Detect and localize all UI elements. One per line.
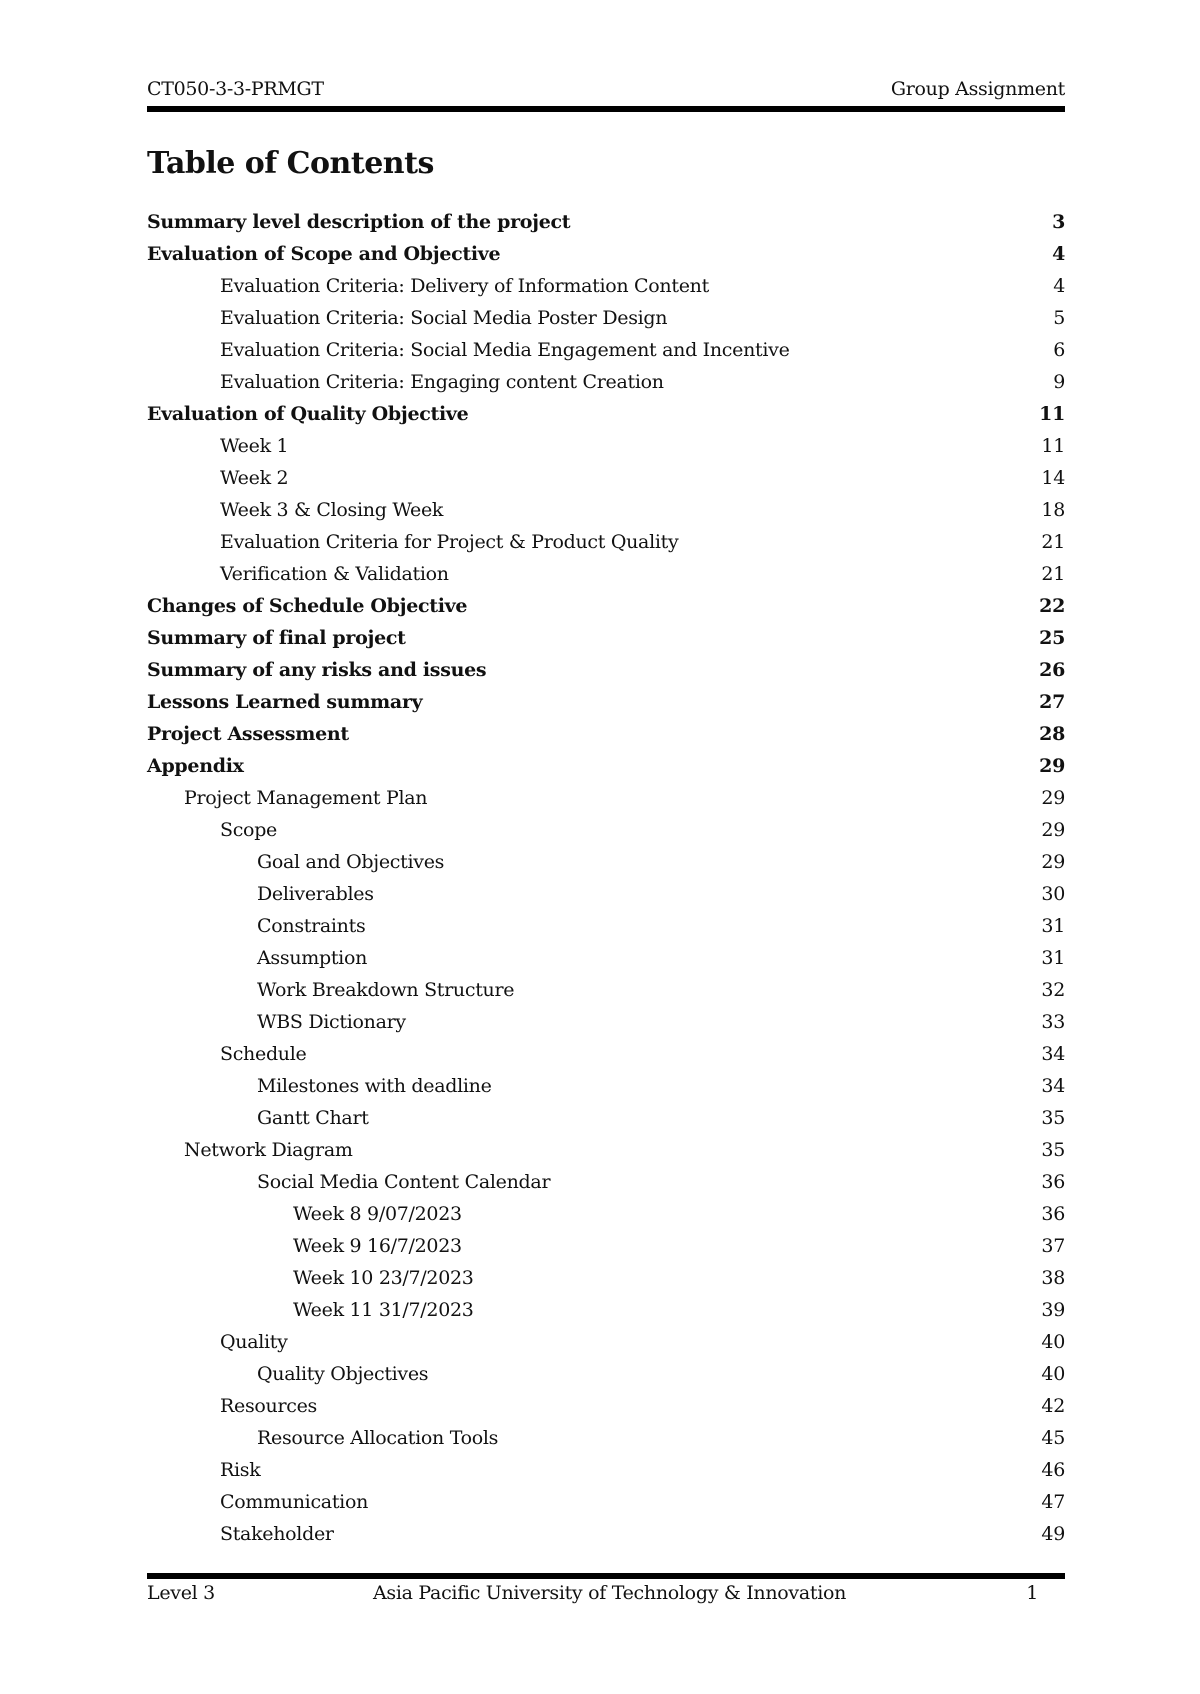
- toc-entry-label: Goal and Objectives: [257, 851, 445, 873]
- toc-entry-label: Week 11 31/7/2023: [293, 1299, 474, 1321]
- toc-entry-label: Evaluation of Scope and Objective: [147, 243, 501, 265]
- toc-entry-label: Deliverables: [257, 883, 374, 905]
- toc-entry-label: Evaluation of Quality Objective: [147, 403, 469, 425]
- toc-entry-label: Social Media Content Calendar: [257, 1171, 551, 1193]
- toc-entry-label: Quality Objectives: [257, 1363, 429, 1385]
- toc-entry-page: 29: [1041, 819, 1065, 841]
- toc-entry[interactable]: [147, 206, 1065, 238]
- toc-entry-page: 26: [1039, 659, 1065, 681]
- toc-entry-label: Stakeholder: [220, 1523, 334, 1545]
- toc-entry-label: Constraints: [257, 915, 366, 937]
- toc-entry-page: 4: [1052, 243, 1065, 265]
- toc-entry-page: 40: [1041, 1363, 1065, 1385]
- toc-entry[interactable]: [147, 334, 1065, 366]
- toc-entry-label: Resource Allocation Tools: [257, 1427, 499, 1449]
- toc-entry-page: 35: [1041, 1139, 1065, 1161]
- toc-entry-label: Milestones with deadline: [257, 1075, 492, 1097]
- toc-entry[interactable]: [147, 1422, 1065, 1454]
- page-header: [147, 70, 1065, 100]
- toc-entry-page: 40: [1041, 1331, 1065, 1353]
- toc-entry[interactable]: [147, 910, 1065, 942]
- toc-entry-page: 21: [1041, 531, 1065, 553]
- toc-entry-page: 14: [1041, 467, 1065, 489]
- toc-entry-page: 18: [1041, 499, 1065, 521]
- toc-entry-label: Week 1: [220, 435, 289, 457]
- toc-entry[interactable]: [147, 1102, 1065, 1134]
- toc-entry-page: 37: [1041, 1235, 1065, 1257]
- toc-entry-page: 29: [1039, 755, 1065, 777]
- footer-page-number: 1: [1026, 1582, 1038, 1604]
- toc-entry-page: 4: [1053, 275, 1065, 297]
- toc-entry[interactable]: [147, 1134, 1065, 1166]
- toc-entry-label: WBS Dictionary: [257, 1011, 406, 1033]
- toc-entry-label: Assumption: [257, 947, 368, 969]
- toc-entry-label: Schedule: [220, 1043, 307, 1065]
- toc-entry[interactable]: [147, 622, 1065, 654]
- toc-entry[interactable]: [147, 462, 1065, 494]
- toc-entry-page: 32: [1041, 979, 1065, 1001]
- toc-entry-page: 22: [1039, 595, 1065, 617]
- page-footer: [147, 1582, 1065, 1612]
- toc-entry-page: 36: [1041, 1171, 1065, 1193]
- toc-entry-page: 9: [1053, 371, 1065, 393]
- toc-entry-page: 33: [1041, 1011, 1065, 1033]
- toc-entry-page: 38: [1041, 1267, 1065, 1289]
- toc-entry[interactable]: [147, 494, 1065, 526]
- toc-entry[interactable]: [147, 526, 1065, 558]
- toc-entry-label: Evaluation Criteria: Engaging content Creation: [220, 371, 664, 393]
- toc-entry-page: 39: [1041, 1299, 1065, 1321]
- toc-entry-label: Week 9 16/7/2023: [293, 1235, 462, 1257]
- toc-entry-label: Gantt Chart: [257, 1107, 369, 1129]
- toc-list: [147, 206, 1065, 1550]
- toc-entry-label: Week 8 9/07/2023: [293, 1203, 462, 1225]
- toc-entry[interactable]: [147, 1486, 1065, 1518]
- toc-entry-page: 6: [1053, 339, 1065, 361]
- toc-entry-label: Project Assessment: [147, 723, 349, 745]
- document-type: Group Assignment: [890, 78, 1065, 100]
- toc-entry-page: 35: [1041, 1107, 1065, 1129]
- toc-entry[interactable]: [147, 1262, 1065, 1294]
- toc-entry-page: 31: [1041, 915, 1065, 937]
- toc-entry[interactable]: [147, 398, 1065, 430]
- toc-entry-page: 47: [1041, 1491, 1065, 1513]
- toc-entry-label: Evaluation Criteria for Project & Product Quality: [220, 531, 679, 553]
- footer-divider: [147, 1573, 1065, 1579]
- toc-entry[interactable]: [147, 1294, 1065, 1326]
- toc-entry[interactable]: [147, 1326, 1065, 1358]
- toc-entry-label: Network Diagram: [184, 1139, 353, 1161]
- toc-entry-page: 34: [1041, 1043, 1065, 1065]
- toc-entry-label: Appendix: [147, 755, 244, 777]
- toc-entry-page: 25: [1039, 627, 1065, 649]
- toc-entry-label: Evaluation Criteria: Social Media Engagement and Incentive: [220, 339, 790, 361]
- toc-entry[interactable]: [147, 974, 1065, 1006]
- toc-entry[interactable]: [147, 686, 1065, 718]
- toc-entry-label: Week 3 & Closing Week: [220, 499, 444, 521]
- toc-entry[interactable]: [147, 430, 1065, 462]
- header-divider: [147, 106, 1065, 112]
- toc-entry-page: 36: [1041, 1203, 1065, 1225]
- footer-level: Level 3: [147, 1582, 215, 1604]
- toc-entry-label: Risk: [220, 1459, 261, 1481]
- toc-entry[interactable]: [147, 878, 1065, 910]
- toc-entry-page: 49: [1041, 1523, 1065, 1545]
- toc-entry[interactable]: [147, 302, 1065, 334]
- toc-entry[interactable]: [147, 270, 1065, 302]
- toc-entry[interactable]: [147, 366, 1065, 398]
- toc-entry-page: 21: [1041, 563, 1065, 585]
- toc-entry[interactable]: [147, 1038, 1065, 1070]
- footer-university: Asia Pacific University of Technology & Innovation: [373, 1582, 847, 1604]
- toc-entry-label: Communication: [220, 1491, 369, 1513]
- toc-entry[interactable]: [147, 846, 1065, 878]
- toc-entry[interactable]: [147, 1166, 1065, 1198]
- toc-entry-page: 3: [1052, 211, 1065, 233]
- toc-entry-label: Week 2: [220, 467, 289, 489]
- toc-entry-page: 31: [1041, 947, 1065, 969]
- toc-entry[interactable]: [147, 718, 1065, 750]
- course-code: CT050-3-3-PRMGT: [147, 78, 324, 100]
- toc-entry-page: 5: [1053, 307, 1065, 329]
- toc-entry[interactable]: [147, 814, 1065, 846]
- toc-entry-label: Summary level description of the project: [147, 211, 571, 233]
- toc-entry-label: Week 10 23/7/2023: [293, 1267, 474, 1289]
- toc-entry-page: 29: [1041, 851, 1065, 873]
- toc-entry-label: Resources: [220, 1395, 317, 1417]
- toc-entry-label: Evaluation Criteria: Social Media Poster Design: [220, 307, 668, 329]
- toc-entry-page: 46: [1041, 1459, 1065, 1481]
- toc-entry[interactable]: [147, 590, 1065, 622]
- toc-title: Table of Contents: [147, 146, 434, 181]
- toc-entry-page: 27: [1039, 691, 1065, 713]
- toc-entry[interactable]: [147, 654, 1065, 686]
- toc-entry[interactable]: [147, 1230, 1065, 1262]
- toc-entry[interactable]: [147, 1358, 1065, 1390]
- toc-entry[interactable]: [147, 942, 1065, 974]
- toc-entry[interactable]: [147, 782, 1065, 814]
- toc-entry[interactable]: [147, 1198, 1065, 1230]
- toc-entry[interactable]: [147, 1518, 1065, 1550]
- toc-entry-label: Project Management Plan: [184, 787, 428, 809]
- toc-entry[interactable]: [147, 750, 1065, 782]
- toc-entry-page: 42: [1041, 1395, 1065, 1417]
- toc-entry-page: 30: [1041, 883, 1065, 905]
- toc-entry[interactable]: [147, 238, 1065, 270]
- toc-entry-label: Summary of final project: [147, 627, 406, 649]
- toc-entry-label: Work Breakdown Structure: [257, 979, 515, 1001]
- toc-entry-label: Quality: [220, 1331, 288, 1353]
- toc-entry-page: 29: [1041, 787, 1065, 809]
- toc-entry-page: 11: [1039, 403, 1065, 425]
- toc-entry[interactable]: [147, 1070, 1065, 1102]
- toc-entry-label: Summary of any risks and issues: [147, 659, 487, 681]
- toc-entry-page: 45: [1041, 1427, 1065, 1449]
- toc-entry-label: Changes of Schedule Objective: [147, 595, 468, 617]
- toc-entry[interactable]: [147, 1006, 1065, 1038]
- toc-entry-label: Evaluation Criteria: Delivery of Information Content: [220, 275, 709, 297]
- toc-entry-label: Scope: [220, 819, 278, 841]
- toc-entry[interactable]: [147, 558, 1065, 590]
- toc-entry-label: Verification & Validation: [220, 563, 449, 585]
- toc-entry-label: Lessons Learned summary: [147, 691, 423, 713]
- toc-entry[interactable]: [147, 1454, 1065, 1486]
- toc-entry-page: 28: [1039, 723, 1065, 745]
- toc-entry-page: 11: [1041, 435, 1065, 457]
- toc-entry-page: 34: [1041, 1075, 1065, 1097]
- toc-entry[interactable]: [147, 1390, 1065, 1422]
